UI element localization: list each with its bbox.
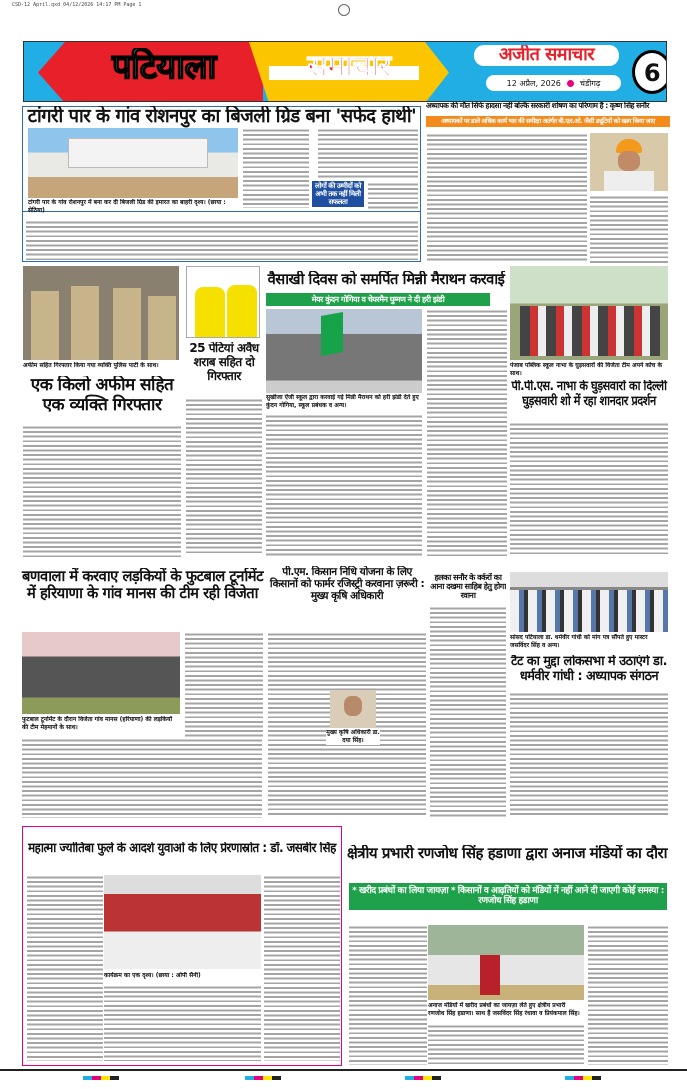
headline-kisan: पी.एम. किसान निधि योजना के लिए किसानों को फार्मर रजिस्ट्री करवाना ज़रूरी : मुख्य कृषि अधिकारी [269,566,425,602]
body-tet [510,692,668,817]
pullquote-grid: लोगों की उम्मीदों को अभी तक नहीं मिली सफलता [312,181,364,207]
body-grid [243,128,309,208]
caption-phule: कार्यक्रम का एक दृश्य। (छाया : ओपी सैनी) [104,972,201,979]
caption-football: फुटबाल टूर्नामेंट के दौरान विजेता गांव मानस (हरियाणा) की लड़कियों की टीम मेहमानों के साथ। [22,716,173,732]
headline-mandi: क्षेत्रीय प्रभारी रणजोध सिंह हडाणा द्वारा अनाज मंडियों का दौरा [347,845,667,862]
headline-opium: एक किलो अफीम सहित एक व्यक्ति गिरफ्तार [30,376,174,415]
caption-grid: टांगरी पार के गांव रोशनपुर में बना कर दी बिजली ग्रिड की इमारत का बाहरी दृश्य। (छाया : सेठिया) [28,199,226,215]
section-title-samachar: समाचार [307,50,391,84]
caption-tet: सांसद पटियाला डा. धर्मवीर गांधी को मांग पत्र सौंपते हुए मास्टर जसविंदर सिंह व अन्य। [510,634,648,650]
city: चंडीगढ़ [579,78,601,88]
color-bar [405,1076,441,1080]
subhead-mandi: * खरीद प्रबंधों का लिया जायज़ा * किसानों व आढ़तियों को मंडियों में नहीं आने दी जाएगी कोई समस्या : रणजोध सिंह हडाणा [349,883,667,910]
cartoon-police [186,266,260,338]
headline-marathon: वैसाखी दिवस को समर्पित मिन्नी मैराथन करवाई [267,271,505,288]
bottom-rule [0,1069,687,1071]
dateline [486,75,621,91]
headline-horse: पी.पी.एस. नाभा के घुड़सवारों का दिल्ली घुड़सवारी शो में रहा शानदार प्रदर्शन [511,380,667,409]
body-sanour [430,606,506,818]
photo-tet-memorandum [510,572,668,632]
subhead-teacher: अध्यापकों पर डाले अधिक कार्य भार की समीक्षा अतंर्गत बी.एल.ओ. जैसी ड्यूटियों को खत्म किया जाए [426,116,670,127]
photo-marathon-flag [266,309,422,393]
body-marathon [266,414,422,556]
caption-opium: अफीम सहित गिरफ्तार किया गया व्यक्ति पुलिस पार्टी के साथ। [23,362,159,369]
caption-mandi: अनाज मंडियों में खरीद प्रबंधों का जायज़ा लेते हुए क्षेत्रीय प्रभारी रणजोध सिंह हडाणा। साथ हैं जसविंदर सिंह रंधावा व प्रियंकपाल सिंह। [428,1002,580,1018]
section-title-patiala: पटियाला [112,48,216,87]
photo-horse-riders [510,266,668,360]
body-phule [27,875,103,1061]
headline-liquor: 25 पेटियां अवैध शराब सहित दो गिरफ्तार [189,342,259,383]
color-bar [83,1076,119,1080]
photo-agriculture-officer [330,690,376,728]
photo-police-party [23,266,179,360]
paper-name: अजीत समाचार [474,45,619,66]
headline-football: बणवाला में करवाए लड़कियों के फुटबाल टूर्नामेंट में हरियाणा के गांव मानस की टीम रही विजेता [21,568,263,603]
color-bar [565,1076,601,1080]
photo-football-team [22,632,180,714]
photo-grid-building [28,128,238,198]
caption-horse: पंजाब पब्लिक स्कूल नाभा के घुड़सवारों की विजेता टीम अपने कोच के साथ। [510,362,663,378]
body-mandi [349,925,427,1065]
photo-mandi-visit [428,925,584,1000]
registration-mark-icon [338,4,350,16]
photo-phule-event [104,875,261,969]
subhead-marathon: मेयर कुंदन गोगिया व चेयरमैन घुम्मण ने दी हरी झंडी [266,293,490,306]
caption-marathon: सुखीजा ऐंजी स्कूल द्वारा करवाई गई मिन्नी मैराथन को हरी झंडी देते हुए कुंदन गोगिया, स्कूल प्रबंधक व अन्य। [266,394,419,410]
page-number: 6 [632,50,667,94]
headline-phule: महात्मा ज्योतिबा फुले के आदर्श युवाओं के लिए प्रेरणास्रोत : डॉ. जसबीर सिंह [28,842,336,856]
body-teacher [427,133,587,263]
body-football [22,738,262,818]
headline-sanour: हलका सनौर के वर्करों का आना दखमा साहिब हेतु होगा रवाना [430,573,506,601]
body-liquor [186,398,262,556]
print-slug: CSD-12 April.qxd 04/12/2026 14:17 PM Page 1 [12,2,142,8]
body-horse [510,422,668,556]
body-opium [23,425,181,557]
headline-teacher: अध्यापक की मौत सिर्फ हादसा नहीं बल्कि सरकारी शोषण का परिणाम है : कृष्ण सिंह सनौर [426,102,649,110]
photo-krishan-singh [590,133,668,191]
bullet-icon [567,80,574,87]
masthead [23,41,667,102]
issue-date: 12 अप्रैल, 2026 [506,78,561,88]
headline-grid: टांगरी पार के गांव रोशनपुर का बिजली ग्रिड बना 'सफेद हाथी' [27,106,417,127]
caption-kisan: मुख्य कृषि अधिकारी डा. दया सिंह। [326,729,380,745]
color-bar [245,1076,281,1080]
headline-tet: टैट का मुद्दा लोकसभा में उठाएंगे डा. धर्मवीर गांधी : अध्यापक संगठन [511,655,667,684]
